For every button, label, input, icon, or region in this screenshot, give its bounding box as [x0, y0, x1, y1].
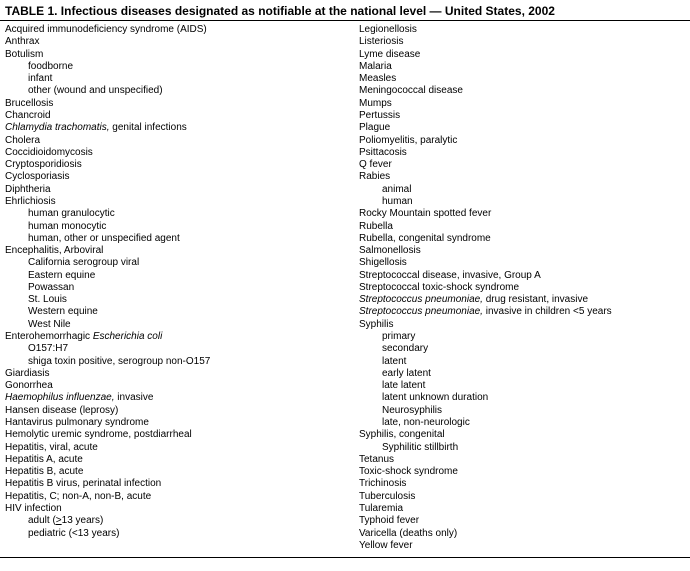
disease-subtype	[5, 221, 210, 233]
disease-subtype	[5, 319, 210, 331]
entry-text: secondary	[382, 343, 429, 355]
disease-entry	[359, 306, 612, 318]
entry-text: Hepatitis A, acute	[5, 453, 83, 465]
entry-text: human	[382, 195, 413, 207]
disease-subtype	[5, 61, 210, 73]
entry-text: Salmonellosis	[359, 245, 421, 257]
disease-entry	[359, 478, 612, 490]
disease-subtype	[359, 331, 612, 343]
entry-text: Q fever	[359, 159, 392, 171]
entry-text: late latent	[382, 380, 426, 392]
entry-text: Hepatitis B, acute	[5, 466, 84, 478]
disease-subtype	[5, 270, 210, 282]
entry-text: California serogroup viral	[28, 257, 140, 269]
entry-text: Hepatitis, viral, acute	[5, 441, 98, 453]
disease-entry	[5, 147, 210, 159]
entry-text: Coccidioidomycosis	[5, 146, 93, 158]
entry-text: Cyclosporiasis	[5, 171, 70, 183]
organism-name: Escherichia coli	[92, 331, 163, 343]
disease-entry	[5, 36, 210, 48]
disease-entry	[359, 528, 612, 540]
entry-text: Malaria	[359, 60, 392, 72]
entry-text: shiga toxin positive, serogroup non-O157	[28, 355, 211, 367]
entry-text: Giardiasis	[5, 367, 50, 379]
entry-text: Ehrlichiosis	[5, 195, 56, 207]
entry-text: Rubella, congenital syndrome	[359, 232, 491, 244]
disease-subtype	[359, 405, 612, 417]
disease-entry	[5, 159, 210, 171]
disease-entry	[5, 24, 210, 36]
disease-subtype	[5, 85, 210, 97]
entry-text: Hantavirus pulmonary syndrome	[5, 417, 149, 428]
entry-text: Streptococcal toxic-shock syndrome	[359, 281, 520, 293]
disease-entry	[359, 221, 612, 233]
disease-entry	[5, 392, 210, 404]
entry-text: foodborne	[28, 60, 74, 72]
entry-text: Eastern equine	[28, 269, 96, 281]
entry-text: pediatric (<13 years)	[28, 527, 120, 539]
disease-entry	[359, 282, 612, 294]
entry-text: HIV infection	[5, 502, 62, 514]
disease-entry	[5, 491, 210, 503]
disease-entry	[5, 442, 210, 454]
organism-name: Haemophilus influenzae,	[5, 392, 115, 404]
disease-entry	[359, 515, 612, 527]
disease-entry	[5, 478, 210, 490]
disease-entry	[359, 540, 612, 552]
entry-text: Hemolytic uremic syndrome, postdiarrheal	[5, 429, 192, 441]
organism-name: Streptococcus pneumoniae,	[359, 306, 483, 318]
disease-subtype	[359, 184, 612, 196]
entry-text: Psittacosis	[359, 146, 407, 158]
entry-text: Tuberculosis	[359, 490, 416, 502]
entry-text: primary	[382, 331, 416, 343]
entry-text: human granulocytic	[28, 208, 115, 220]
entry-text: Western equine	[28, 306, 98, 318]
entry-text: Poliomyelitis, paralytic	[359, 134, 458, 146]
entry-text: Powassan	[28, 281, 75, 293]
entry-text: Tetanus	[359, 453, 395, 465]
disease-entry	[5, 454, 210, 466]
entry-text: Listeriosis	[359, 36, 404, 48]
entry-text: O157:H7	[28, 343, 69, 355]
disease-entry	[5, 429, 210, 441]
disease-entry	[5, 49, 210, 61]
disease-subtype	[359, 343, 612, 355]
disease-subtype	[359, 368, 612, 380]
entry-text: Mumps	[359, 97, 392, 109]
disease-subtype	[5, 343, 210, 355]
entry-text: Meningococcal disease	[359, 85, 463, 97]
disease-subtype	[5, 233, 210, 245]
entry-text: Yellow fever	[359, 539, 413, 551]
disease-subtype	[359, 392, 612, 404]
entry-text: Hepatitis B virus, perinatal infection	[5, 478, 162, 490]
entry-text: Acquired immunodeficiency syndrome (AIDS)	[5, 24, 207, 35]
disease-subtype	[359, 442, 612, 454]
disease-subtype	[5, 306, 210, 318]
disease-entry	[359, 36, 612, 48]
left-column	[5, 24, 210, 540]
entry-text: Syphilitic stillbirth	[382, 441, 459, 453]
entry-text: 13 years)	[61, 515, 104, 527]
entry-text: Neurosyphilis	[382, 404, 443, 416]
entry-text: Measles	[359, 73, 397, 85]
disease-entry	[359, 294, 612, 306]
disease-subtype	[5, 257, 210, 269]
entry-text: latent unknown duration	[382, 392, 489, 404]
disease-subtype	[5, 294, 210, 306]
organism-name: Chlamydia trachomatis,	[5, 122, 110, 134]
disease-subtype	[5, 515, 210, 527]
disease-entry	[5, 110, 210, 122]
disease-entry	[5, 196, 210, 208]
table-title: TABLE 1. Infectious diseases designated as notifiable at the national level — United States, 2002	[5, 4, 555, 18]
disease-entry	[359, 208, 612, 220]
organism-name: Streptococcus pneumoniae,	[359, 294, 483, 306]
entry-text: Typhoid fever	[359, 515, 420, 527]
entry-text: Anthrax	[5, 36, 40, 48]
entry-text: Toxic-shock syndrome	[359, 466, 458, 478]
right-column	[359, 24, 612, 552]
disease-subtype	[5, 282, 210, 294]
disease-entry	[5, 171, 210, 183]
entry-text: human monocytic	[28, 220, 107, 232]
disease-entry	[5, 331, 210, 343]
entry-text: Pertussis	[359, 109, 401, 121]
disease-entry	[359, 319, 612, 331]
entry-text: Hansen disease (leprosy)	[5, 404, 119, 416]
disease-entry	[359, 233, 612, 245]
entry-text: Hepatitis, C; non-A, non-B, acute	[5, 490, 152, 502]
entry-text: adult (	[28, 515, 56, 527]
disease-entry	[359, 245, 612, 257]
disease-entry	[359, 49, 612, 61]
entry-text: genital infections	[109, 122, 187, 134]
entry-text: West Nile	[28, 318, 71, 330]
disease-entry	[5, 135, 210, 147]
entry-text: human, other or unspecified agent	[28, 232, 180, 244]
greater-equal-sign: >	[55, 515, 62, 527]
disease-subtype	[359, 356, 612, 368]
entry-text: early latent	[382, 367, 431, 379]
disease-entry	[5, 380, 210, 392]
entry-text: Brucellosis	[5, 97, 54, 109]
entry-text: Varicella (deaths only)	[359, 527, 458, 539]
disease-entry	[359, 110, 612, 122]
disease-entry	[359, 98, 612, 110]
disease-subtype	[359, 417, 612, 429]
entry-text: Chancroid	[5, 109, 51, 121]
entry-text: Diphtheria	[5, 183, 51, 195]
disease-entry	[359, 503, 612, 515]
entry-text: late, non-neurologic	[382, 417, 470, 428]
bottom-rule	[0, 557, 690, 558]
disease-entry	[5, 417, 210, 429]
disease-entry	[359, 466, 612, 478]
disease-entry	[5, 184, 210, 196]
disease-entry	[359, 171, 612, 183]
disease-entry	[5, 122, 210, 134]
entry-text: Cholera	[5, 134, 41, 146]
entry-text: Shigellosis	[359, 257, 407, 269]
entry-text: animal	[382, 183, 412, 195]
disease-entry	[359, 491, 612, 503]
disease-entry	[359, 257, 612, 269]
disease-entry	[359, 429, 612, 441]
entry-text: invasive	[114, 392, 154, 404]
disease-entry	[5, 503, 210, 515]
disease-entry	[359, 61, 612, 73]
disease-entry	[5, 466, 210, 478]
disease-entry	[359, 24, 612, 36]
entry-text: Syphilis	[359, 318, 394, 330]
top-rule	[0, 20, 690, 21]
disease-subtype	[5, 208, 210, 220]
disease-entry	[5, 98, 210, 110]
entry-text: Rubella	[359, 220, 393, 232]
disease-entry	[359, 73, 612, 85]
disease-entry	[359, 270, 612, 282]
entry-text: latent	[382, 355, 407, 367]
disease-entry	[359, 147, 612, 159]
entry-text: St. Louis	[28, 294, 67, 306]
entry-text: invasive in children <5 years	[482, 306, 612, 318]
entry-text: Rocky Mountain spotted fever	[359, 208, 492, 220]
disease-subtype	[5, 356, 210, 368]
disease-entry	[5, 245, 210, 257]
disease-subtype	[5, 73, 210, 85]
entry-text: Enterohemorrhagic	[5, 331, 93, 343]
entry-text: Syphilis, congenital	[359, 429, 445, 441]
entry-text: drug resistant, invasive	[482, 294, 589, 306]
entry-text: other (wound and unspecified)	[28, 85, 163, 97]
disease-entry	[359, 135, 612, 147]
entry-text: infant	[28, 73, 53, 85]
entry-text: Tularemia	[359, 502, 404, 514]
disease-entry	[359, 85, 612, 97]
disease-entry	[359, 159, 612, 171]
disease-subtype	[5, 528, 210, 540]
disease-entry	[5, 368, 210, 380]
disease-entry	[359, 454, 612, 466]
entry-text: Cryptosporidiosis	[5, 159, 82, 171]
entry-text: Plague	[359, 122, 391, 134]
entry-text: Trichinosis	[359, 478, 407, 490]
disease-entry	[359, 122, 612, 134]
entry-text: Rabies	[359, 171, 391, 183]
entry-text: Legionellosis	[359, 24, 417, 35]
entry-text: Lyme disease	[359, 48, 421, 60]
entry-text: Botulism	[5, 48, 44, 60]
entry-text: Streptococcal disease, invasive, Group A	[359, 269, 541, 281]
disease-subtype	[359, 380, 612, 392]
disease-entry	[5, 405, 210, 417]
entry-text: Gonorrhea	[5, 380, 53, 392]
entry-text: Encephalitis, Arboviral	[5, 245, 104, 257]
disease-subtype	[359, 196, 612, 208]
